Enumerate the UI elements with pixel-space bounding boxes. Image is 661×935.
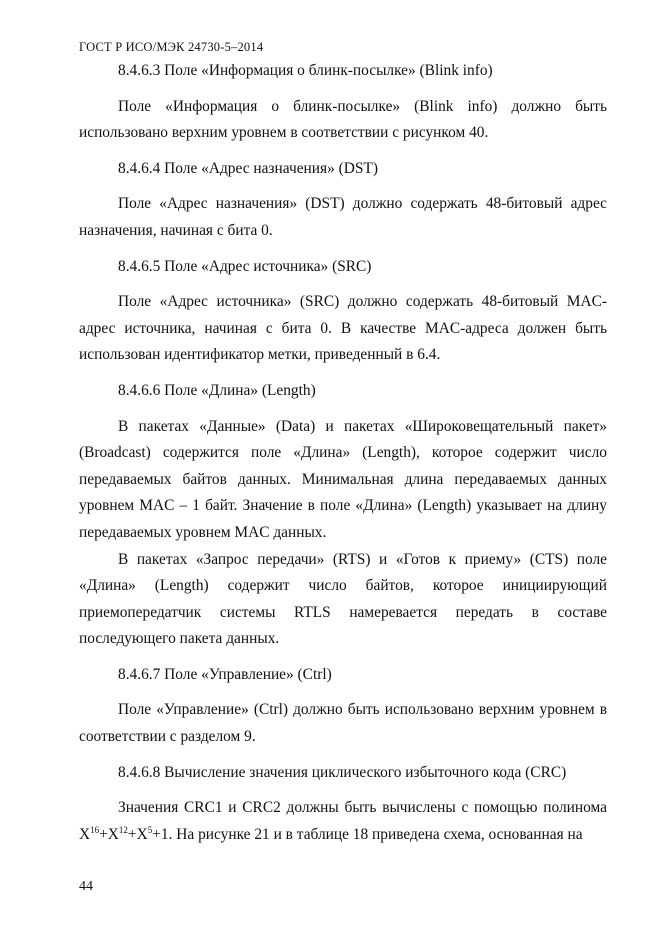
text-fragment: Значения CRC1 и CRC2 должны быть вычислены с помощью полинома X — [79, 799, 607, 843]
paragraph: В пакетах «Запрос передачи» (RTS) и «Готов к приему» (CTS) поле «Длина» (Length) содержит число байтов, которое инициирующий приемопередатчик системы RTLS намеревается передать в составе последующего пакета данных. — [79, 550, 607, 648]
section-heading: 8.4.6.8 Вычисление значения циклического избыточного кода (CRC) — [118, 763, 567, 781]
section-heading: 8.4.6.5 Поле «Адрес источника» (SRC) — [118, 257, 372, 275]
text-fragment: +X — [127, 825, 148, 843]
section-heading: 8.4.6.7 Поле «Управление» (Ctrl) — [118, 665, 332, 683]
exponent: 12 — [118, 824, 128, 835]
body-text — [79, 58, 607, 848]
section-heading: 8.4.6.4 Поле «Адрес назначения» (DST) — [118, 159, 378, 177]
text-fragment: +1. На рисунке 21 и в таблице 18 приведена схема, основанная на — [152, 825, 583, 843]
section-heading: 8.4.6.3 Поле «Информация о блинк-посылке» (Blink info) — [118, 62, 493, 79]
paragraph-crc-polynomial — [79, 795, 607, 848]
paragraph: Поле «Адрес назначения» (DST) должно содержать 48-битовый адрес назначения, начиная с бита 0. — [79, 195, 607, 239]
exponent: 16 — [90, 824, 100, 835]
paragraph: Поле «Управление» (Ctrl) должно быть использовано верхним уровнем в соответствии с разделом 9. — [79, 701, 607, 746]
paragraph: Поле «Информация о блинк-посылке» (Blink info) должно быть использовано верхним уровнем в соответствии с рисунком 40. — [79, 97, 607, 142]
paragraph: В пакетах «Данные» (Data) и пакетах «Широковещательный пакет» (Broadcast) содержится поле «Длина» (Length), которое содержит число передаваемых байтов данных. Минимальная длина передаваемых данных уровнем MAC – 1 байт. Значение в поле «Длина» (Length) указывает на длину передаваемых уровнем MAC данных. — [79, 417, 607, 541]
text-fragment: +X — [99, 825, 119, 843]
exponent: 5 — [147, 824, 153, 835]
paragraph: Поле «Адрес источника» (SRC) должно содержать 48-битовый MAC-адрес источника, начиная с бита 0. В качестве MAC-адреса должен быть использован идентификатор метки, приведенный в 6.4. — [79, 293, 607, 364]
standard-header: ГОСТ Р ИСО/МЭК 24730-5–2014 — [79, 40, 264, 54]
section-heading: 8.4.6.6 Поле «Длина» (Length) — [118, 381, 316, 399]
page-number: 44 — [79, 879, 93, 894]
